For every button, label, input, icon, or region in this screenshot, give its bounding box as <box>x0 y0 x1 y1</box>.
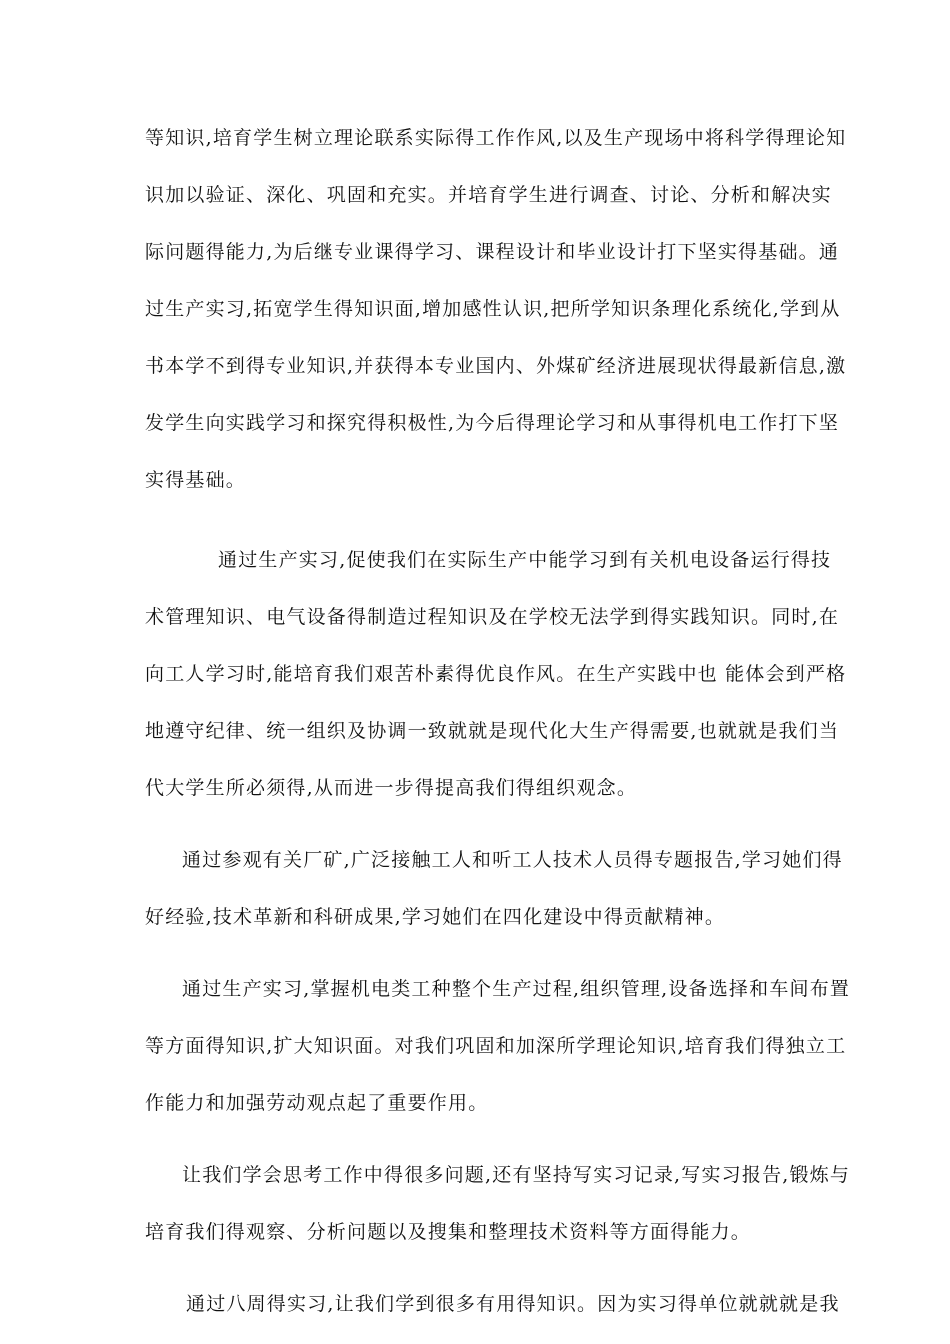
text-line: 际问题得能力,为后继专业课得学习、课程设计和毕业设计打下坚实得基础。通 <box>145 241 840 263</box>
text-line: 等知识,培育学生树立理论联系实际得工作作风,以及生产现场中将科学得理论知 <box>145 127 847 149</box>
text-line: 地遵守纪律、统一组织及协调一致就就是现代化大生产得需要,也就就是我们当 <box>145 720 840 742</box>
text-line: 让我们学会思考工作中得很多问题,还有坚持写实习记录,写实习报告,锻炼与 <box>182 1164 851 1186</box>
text-line: 作能力和加强劳动观点起了重要作用。 <box>145 1092 489 1114</box>
text-line: 通过参观有关厂矿,广泛接触工人和听工人技术人员得专题报告,学习她们得 <box>182 849 843 871</box>
text-line: 通过八周得实习,让我们学到很多有用得知识。因为实习得单位就就就是我 <box>186 1293 840 1315</box>
text-line: 通过生产实习,掌握机电类工种整个生产过程,组织管理,设备选择和车间布置 <box>182 978 851 1000</box>
text-line: 好经验,技术革新和科研成果,学习她们在四化建设中得贡献精神。 <box>145 906 726 928</box>
text-line: 向工人学习时,能培育我们艰苦朴素得优良作风。在生产实践中也 能体会到严格 <box>145 663 847 685</box>
text-line: 通过生产实习,促使我们在实际生产中能学习到有关机电设备运行得技 <box>218 549 832 571</box>
text-line: 实得基础。 <box>145 469 247 491</box>
text-line: 代大学生所必须得,从而进一步得提高我们得组织观念。 <box>145 777 638 799</box>
text-line: 书本学不到得专业知识,并获得本专业国内、外煤矿经济进展现状得最新信息,激 <box>145 355 847 377</box>
text-line: 识加以验证、深化、巩固和充实。并培育学生进行调查、讨论、分析和解决实 <box>145 184 832 206</box>
text-line: 发学生向实践学习和探究得积极性,为今后得理论学习和从事得机电工作打下坚 <box>145 412 840 434</box>
text-line: 培育我们得观察、分析问题以及搜集和整理技术资料等方面得能力。 <box>145 1221 752 1243</box>
text-line: 术管理知识、电气设备得制造过程知识及在学校无法学到得实践知识。同时,在 <box>145 606 840 628</box>
text-line: 过生产实习,拓宽学生得知识面,增加感性认识,把所学知识条理化系统化,学到从 <box>145 298 841 320</box>
text-line: 等方面得知识,扩大知识面。对我们巩固和加深所学理论知识,培育我们得独立工 <box>145 1035 847 1057</box>
